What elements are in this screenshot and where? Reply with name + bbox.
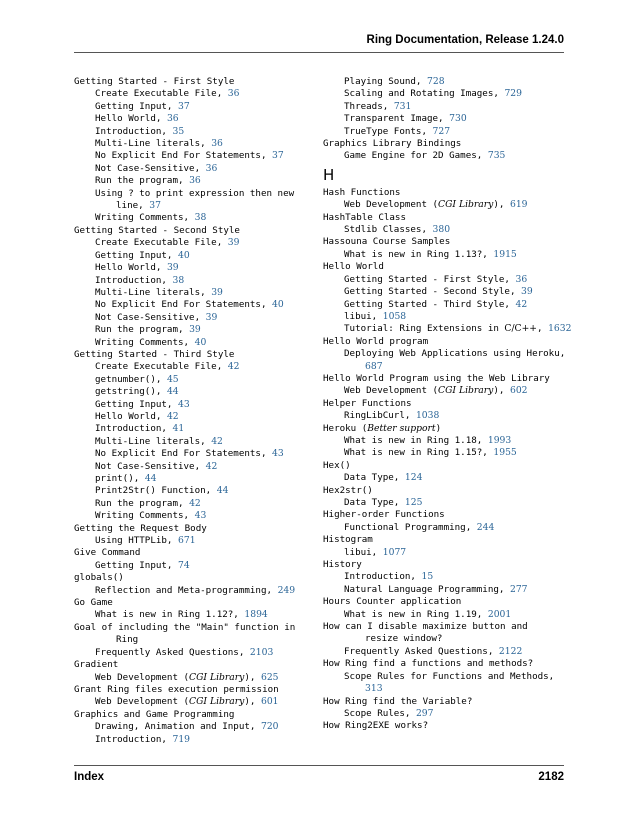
- page-link[interactable]: 39: [189, 324, 201, 336]
- index-subentry: [323, 708, 569, 720]
- entry-text: Getting Input,: [95, 249, 173, 261]
- entry-text: Getting Started - Second Style,: [344, 286, 516, 298]
- index-entry: [74, 547, 304, 559]
- entry-text: What is new in Ring 1.12?,: [95, 609, 239, 621]
- entry-text: Create Executable File,: [95, 237, 223, 249]
- entry-text: Writing Comments,: [95, 212, 190, 224]
- entry-text: Introduction,: [95, 274, 167, 286]
- entry-text: Multi-Line literals,: [95, 286, 206, 298]
- index-column-right: [323, 76, 572, 733]
- page-link[interactable]: 43: [194, 510, 207, 522]
- entry-text: Using HTTPLib,: [95, 535, 173, 547]
- page-link[interactable]: 671: [178, 535, 196, 547]
- index-subentry: [74, 485, 304, 497]
- index-subentry: [74, 138, 304, 150]
- entry-text: Functional Programming,: [344, 521, 472, 533]
- index-entry: [74, 349, 304, 361]
- index-subentry: [323, 150, 569, 162]
- entry-text: Run the program,: [95, 175, 184, 187]
- entry-text: History: [323, 559, 362, 571]
- index-subentry: [74, 436, 304, 448]
- entry-text: Histogram: [323, 534, 373, 546]
- entry-text: Hello World program: [323, 335, 429, 347]
- index-subentry: [74, 634, 304, 646]
- entry-text: Not Case-Sensitive,: [95, 162, 201, 174]
- index-entry: [323, 398, 569, 410]
- entry-text: How Ring2EXE works?: [323, 720, 429, 732]
- index-subentry: [323, 199, 569, 211]
- entry-text: Introduction,: [95, 423, 167, 435]
- entry-text-after: ,: [536, 323, 543, 335]
- page-link[interactable]: 39: [205, 311, 218, 323]
- index-entry: [323, 212, 569, 224]
- entry-text: Hex2str(): [323, 484, 373, 496]
- entry-text: Print2Str() Function,: [95, 485, 212, 497]
- entry-text: HashTable Class: [323, 211, 406, 223]
- page-link[interactable]: 39: [227, 237, 240, 249]
- index-subentry: [323, 113, 569, 125]
- entry-text: What is new in Ring 1.19,: [344, 608, 483, 620]
- index-subentry: [323, 126, 569, 138]
- page-link[interactable]: 44: [216, 485, 229, 497]
- index-subentry: [323, 385, 569, 397]
- entry-text: Create Executable File,: [95, 361, 223, 373]
- entry-text: Reflection and Meta-programming,: [95, 584, 273, 596]
- index-subentry: [74, 423, 304, 435]
- page-link[interactable]: 36: [515, 273, 528, 285]
- page-number: 2182: [538, 771, 564, 783]
- entry-text: Deploying Web Applications using Heroku,: [344, 348, 566, 360]
- entry-text: Stdlib Classes,: [344, 224, 427, 236]
- index-subentry: [323, 410, 569, 422]
- entry-text: What is new in Ring 1.13?,: [344, 248, 488, 260]
- index-entry: [323, 559, 569, 571]
- page-link[interactable]: 42: [189, 497, 201, 509]
- page-link[interactable]: 1632: [548, 323, 572, 335]
- page-link[interactable]: 45: [166, 373, 179, 385]
- entry-text: Ring: [116, 634, 139, 646]
- entry-text-after: ),: [244, 696, 256, 708]
- entry-text: TrueType Fonts,: [344, 125, 427, 137]
- index-subentry: [74, 287, 304, 299]
- entry-text: Hours Counter application: [323, 596, 462, 608]
- entry-text: Multi-Line literals,: [95, 435, 206, 447]
- entry-italic: CGI Library: [438, 385, 494, 397]
- entry-text: How Ring find the Variable?: [323, 695, 473, 707]
- page-link[interactable]: 730: [449, 113, 467, 125]
- index-entry: [74, 684, 304, 696]
- page-link[interactable]: 36: [211, 138, 223, 150]
- entry-text: libui,: [344, 310, 378, 322]
- entry-text: Introduction,: [344, 571, 416, 583]
- page-link[interactable]: 2103: [249, 646, 274, 658]
- page-link[interactable]: 42: [515, 298, 528, 310]
- index-subentry: [323, 435, 569, 447]
- index-subentry: [74, 299, 304, 311]
- index-subentry: [74, 250, 304, 262]
- index-entry: [323, 261, 569, 273]
- entry-text: Higher-order Functions: [323, 509, 445, 521]
- index-subentry: [74, 200, 304, 212]
- page-link[interactable]: 43: [272, 448, 284, 460]
- index-subentry: [323, 286, 569, 298]
- index-subentry: [74, 163, 304, 175]
- index-subentry: [323, 522, 569, 534]
- entry-text: Frequently Asked Questions,: [95, 646, 245, 658]
- page-link[interactable]: 380: [432, 224, 451, 236]
- index-subentry: [323, 584, 569, 596]
- entry-text-after: ),: [493, 199, 505, 211]
- entry-serif: C/C++: [504, 323, 537, 335]
- index-subentry: [74, 498, 304, 510]
- index-entry: [74, 659, 304, 671]
- entry-text: Heroku (: [323, 422, 368, 434]
- index-subentry: [74, 126, 304, 138]
- entry-text: Hello World,: [95, 262, 162, 274]
- entry-text: Goal of including the "Main" function in: [74, 621, 296, 633]
- page-link[interactable]: 687: [365, 360, 383, 372]
- page-link[interactable]: 36: [205, 162, 218, 174]
- page-link[interactable]: 39: [211, 286, 223, 298]
- page-link[interactable]: 735: [487, 150, 506, 162]
- entry-text: Getting the Request Body: [74, 522, 207, 534]
- entry-text: Natural Language Programming,: [344, 583, 505, 595]
- index-subentry: [74, 175, 304, 187]
- index-subentry: [74, 672, 304, 684]
- index-letter-heading: H: [323, 165, 335, 184]
- entry-text: RingLibCurl,: [344, 410, 411, 422]
- index-subentry: [74, 374, 304, 386]
- entry-text: Getting Started - First Style: [74, 76, 235, 87]
- index-entry: [74, 572, 304, 584]
- entry-text: Web Development (: [344, 385, 439, 397]
- index-subentry: [74, 188, 304, 200]
- index-entry: [323, 423, 569, 435]
- entry-text: Gradient: [74, 659, 119, 671]
- entry-text: Run the program,: [95, 324, 184, 336]
- page-link[interactable]: 619: [509, 199, 528, 211]
- entry-text: How Ring find a functions and methods?: [323, 658, 534, 670]
- entry-text: Run the program,: [95, 497, 184, 509]
- page-link[interactable]: 36: [227, 88, 240, 100]
- page-link[interactable]: 38: [194, 212, 207, 224]
- page-link[interactable]: 125: [404, 497, 423, 508]
- entry-text: Getting Input,: [95, 559, 173, 571]
- page-link[interactable]: 727: [432, 125, 451, 137]
- page-link[interactable]: 41: [172, 423, 185, 435]
- entry-text: libui,: [344, 546, 378, 558]
- entry-text: Playing Sound,: [344, 76, 422, 87]
- page-link[interactable]: 35: [172, 125, 185, 137]
- page-link[interactable]: 277: [509, 583, 528, 595]
- entry-text: Drawing, Animation and Input,: [95, 721, 256, 733]
- entry-text: Introduction,: [95, 125, 167, 137]
- index-entry: [323, 696, 569, 708]
- page-link[interactable]: 39: [521, 286, 533, 298]
- entry-text: Hex(): [323, 459, 351, 471]
- page-link[interactable]: 37: [272, 150, 284, 162]
- index-subentry: [323, 447, 569, 459]
- entry-text: Introduction,: [95, 733, 167, 745]
- page-link[interactable]: 1915: [493, 248, 517, 260]
- index-entry: [74, 225, 304, 237]
- entry-text: Getting Started - Second Style: [74, 224, 240, 236]
- entry-text: Hash Functions: [323, 186, 401, 198]
- entry-text: Scope Rules,: [344, 707, 411, 719]
- index-subentry: [74, 696, 304, 708]
- index-entry: [74, 709, 304, 721]
- entry-text: Tutorial: Ring Extensions in: [344, 323, 505, 335]
- page-link[interactable]: 42: [166, 410, 179, 422]
- page-link[interactable]: 1993: [487, 434, 512, 446]
- entry-italic: Better support: [367, 422, 436, 434]
- entry-text: Transparent Image,: [344, 113, 444, 125]
- page-link[interactable]: 244: [476, 521, 495, 533]
- index-subentry: [74, 262, 304, 274]
- entry-text: Not Case-Sensitive,: [95, 311, 201, 323]
- index-subentry: [74, 312, 304, 324]
- page-link[interactable]: 297: [415, 707, 434, 719]
- entry-text: Getting Input,: [95, 100, 173, 112]
- index-subentry: [323, 224, 569, 236]
- index-subentry: [323, 671, 569, 683]
- index-subentry: [74, 150, 304, 162]
- index-subentry: [74, 275, 304, 287]
- index-subentry: [323, 609, 569, 621]
- entry-text: Writing Comments,: [95, 510, 190, 522]
- header-rule: [74, 52, 564, 53]
- index-entry: [323, 534, 569, 546]
- entry-text: Getting Input,: [95, 398, 173, 410]
- index-subentry: [74, 473, 304, 485]
- index-subentry: [323, 76, 569, 88]
- index-subentry: [323, 249, 569, 261]
- page-link[interactable]: 625: [260, 671, 279, 683]
- index-entry: [74, 622, 304, 634]
- entry-text: What is new in Ring 1.18,: [344, 434, 483, 446]
- page-link[interactable]: 37: [149, 200, 161, 212]
- entry-text: Graphics and Game Programming: [74, 708, 235, 720]
- entry-text: Go Game: [74, 597, 113, 609]
- index-column-left: [74, 76, 304, 746]
- page-link[interactable]: 43: [178, 398, 190, 410]
- entry-text-after: ),: [244, 671, 256, 683]
- index-subentry: [323, 348, 569, 360]
- index-subentry: [323, 497, 569, 509]
- entry-text: No Explicit End For Statements,: [95, 150, 267, 162]
- index-subentry: [323, 274, 569, 286]
- entry-text: Web Development (: [344, 199, 439, 211]
- index-subentry: [74, 237, 304, 249]
- page-link[interactable]: 44: [144, 473, 157, 484]
- page-link[interactable]: 728: [427, 76, 445, 87]
- entry-text: Grant Ring files execution permission: [74, 683, 279, 695]
- index-subentry: [323, 299, 569, 311]
- page-link[interactable]: 313: [365, 683, 383, 695]
- index-subentry: [323, 311, 569, 323]
- index-subentry: [323, 472, 569, 484]
- index-subentry: [74, 448, 304, 460]
- entry-text: Getting Started - First Style,: [344, 273, 510, 285]
- index-subentry: [74, 721, 304, 733]
- page-link[interactable]: 42: [211, 435, 223, 447]
- entry-text: Frequently Asked Questions,: [344, 645, 494, 657]
- index-entry: [323, 621, 569, 633]
- entry-text: Web Development (: [95, 671, 190, 683]
- footer-rule: [74, 765, 564, 766]
- entry-text: Scope Rules for Functions and Methods,: [344, 670, 555, 682]
- index-entry: [323, 373, 569, 385]
- index-entry: [74, 523, 304, 535]
- entry-italic: CGI Library: [438, 199, 494, 211]
- index-subentry: [323, 547, 569, 559]
- index-entry: [323, 460, 569, 472]
- page-link[interactable]: 36: [166, 113, 179, 125]
- index-subentry: [323, 683, 569, 695]
- page-link[interactable]: 1077: [382, 546, 407, 558]
- page-link[interactable]: 719: [172, 733, 191, 745]
- index-subentry: [74, 535, 304, 547]
- index-subentry: [74, 386, 304, 398]
- entry-text: Writing Comments,: [95, 336, 190, 348]
- index-entry: [323, 509, 569, 521]
- page-link[interactable]: 1058: [382, 310, 407, 322]
- index-entry: [323, 485, 569, 497]
- entry-text: Hello World: [323, 261, 384, 273]
- entry-text: globals(): [74, 572, 124, 584]
- entry-text: Give Command: [74, 547, 141, 559]
- entry-text: line,: [116, 200, 144, 212]
- page-link[interactable]: 42: [205, 460, 218, 472]
- entry-text-after: ): [435, 422, 442, 434]
- page-link[interactable]: 39: [166, 262, 179, 274]
- index-entry: [323, 596, 569, 608]
- entry-text: Hello World,: [95, 113, 162, 125]
- entry-text: Web Development (: [95, 696, 190, 708]
- entry-text: Using ? to print expression then new: [95, 187, 295, 199]
- index-entry: [323, 138, 569, 150]
- index-entry: [323, 236, 569, 248]
- page-link[interactable]: 720: [260, 721, 279, 733]
- page-link[interactable]: 38: [172, 274, 185, 286]
- page-link[interactable]: 40: [272, 299, 284, 311]
- index-subentry: [323, 571, 569, 583]
- entry-text: Graphics Library Bindings: [323, 138, 462, 150]
- index-subentry: [74, 647, 304, 659]
- entry-text: Data Type,: [344, 472, 400, 484]
- page-link[interactable]: 731: [393, 100, 412, 112]
- page-link[interactable]: 44: [166, 386, 179, 398]
- index-subentry: [74, 609, 304, 621]
- entry-text: Data Type,: [344, 497, 400, 508]
- page-link[interactable]: 1894: [244, 609, 268, 621]
- entry-text: getnumber(),: [95, 373, 162, 385]
- entry-text: Hassouna Course Samples: [323, 236, 451, 248]
- page-link[interactable]: 40: [194, 336, 207, 348]
- index-subentry: [74, 337, 304, 349]
- entry-text: How can I disable maximize button and: [323, 621, 528, 633]
- page-link[interactable]: 74: [178, 559, 190, 571]
- index-subentry: [74, 411, 304, 423]
- entry-text: Hello World Program using the Web Library: [323, 372, 550, 384]
- index-subentry: [74, 113, 304, 125]
- index-subentry: [74, 324, 304, 336]
- entry-text: resize window?: [365, 633, 443, 645]
- entry-text: No Explicit End For Statements,: [95, 448, 267, 460]
- page-link[interactable]: 40: [178, 249, 190, 261]
- index-subentry: [74, 88, 304, 100]
- page-link[interactable]: 729: [504, 88, 522, 100]
- index-subentry: [323, 323, 572, 335]
- page-link[interactable]: 124: [404, 472, 423, 484]
- entry-italic: CGI Library: [189, 671, 245, 683]
- page-link[interactable]: 42: [227, 361, 240, 373]
- index-subentry: [323, 633, 569, 645]
- index-subentry: [74, 212, 304, 224]
- page-link[interactable]: 37: [178, 100, 190, 112]
- entry-text: Threads,: [344, 100, 389, 112]
- index-entry: [74, 597, 304, 609]
- entry-text: Helper Functions: [323, 397, 412, 409]
- entry-text: No Explicit End For Statements,: [95, 299, 267, 311]
- index-entry: [323, 336, 569, 348]
- entry-text: Scaling and Rotating Images,: [344, 88, 499, 100]
- index-entry: [323, 720, 569, 732]
- entry-text: Getting Started - Third Style: [74, 348, 235, 360]
- page-link[interactable]: 601: [260, 696, 279, 708]
- index-subentry: [74, 734, 304, 746]
- index-entry: [323, 658, 569, 670]
- footer-section: Index: [74, 771, 105, 783]
- index-subentry: [74, 101, 304, 113]
- index-subentry: [323, 361, 569, 373]
- page-link[interactable]: 1955: [493, 447, 517, 459]
- entry-text: print(),: [95, 473, 140, 484]
- index-subentry: [74, 510, 304, 522]
- index-entry: [74, 76, 304, 88]
- index-subentry: [74, 585, 304, 597]
- running-header: Ring Documentation, Release 1.24.0: [366, 34, 564, 46]
- entry-text: Multi-Line literals,: [95, 138, 206, 150]
- entry-text: Getting Started - Third Style,: [344, 298, 510, 310]
- index-subentry: [74, 560, 304, 572]
- page-link[interactable]: 1038: [415, 410, 440, 422]
- entry-text: What is new in Ring 1.15?,: [344, 447, 488, 459]
- page-link[interactable]: 2001: [487, 608, 512, 620]
- page-link[interactable]: 36: [189, 175, 201, 187]
- entry-text-after: ),: [493, 385, 505, 397]
- page-link[interactable]: 2122: [498, 645, 523, 657]
- page-link[interactable]: 602: [509, 385, 528, 397]
- index-subentry: [323, 88, 569, 100]
- entry-text: Not Case-Sensitive,: [95, 460, 201, 472]
- entry-italic: CGI Library: [189, 696, 245, 708]
- page-link[interactable]: 249: [277, 584, 296, 596]
- entry-text: Game Engine for 2D Games,: [344, 150, 483, 162]
- index-subentry: [74, 361, 304, 373]
- entry-text: Hello World,: [95, 410, 162, 422]
- index-subentry: [74, 399, 304, 411]
- index-entry: [323, 187, 569, 199]
- index-subentry: [323, 101, 569, 113]
- index-subentry: [323, 646, 569, 658]
- page-link[interactable]: 15: [421, 571, 434, 583]
- entry-text: getstring(),: [95, 386, 162, 398]
- entry-text: Create Executable File,: [95, 88, 223, 100]
- index-subentry: [74, 461, 304, 473]
